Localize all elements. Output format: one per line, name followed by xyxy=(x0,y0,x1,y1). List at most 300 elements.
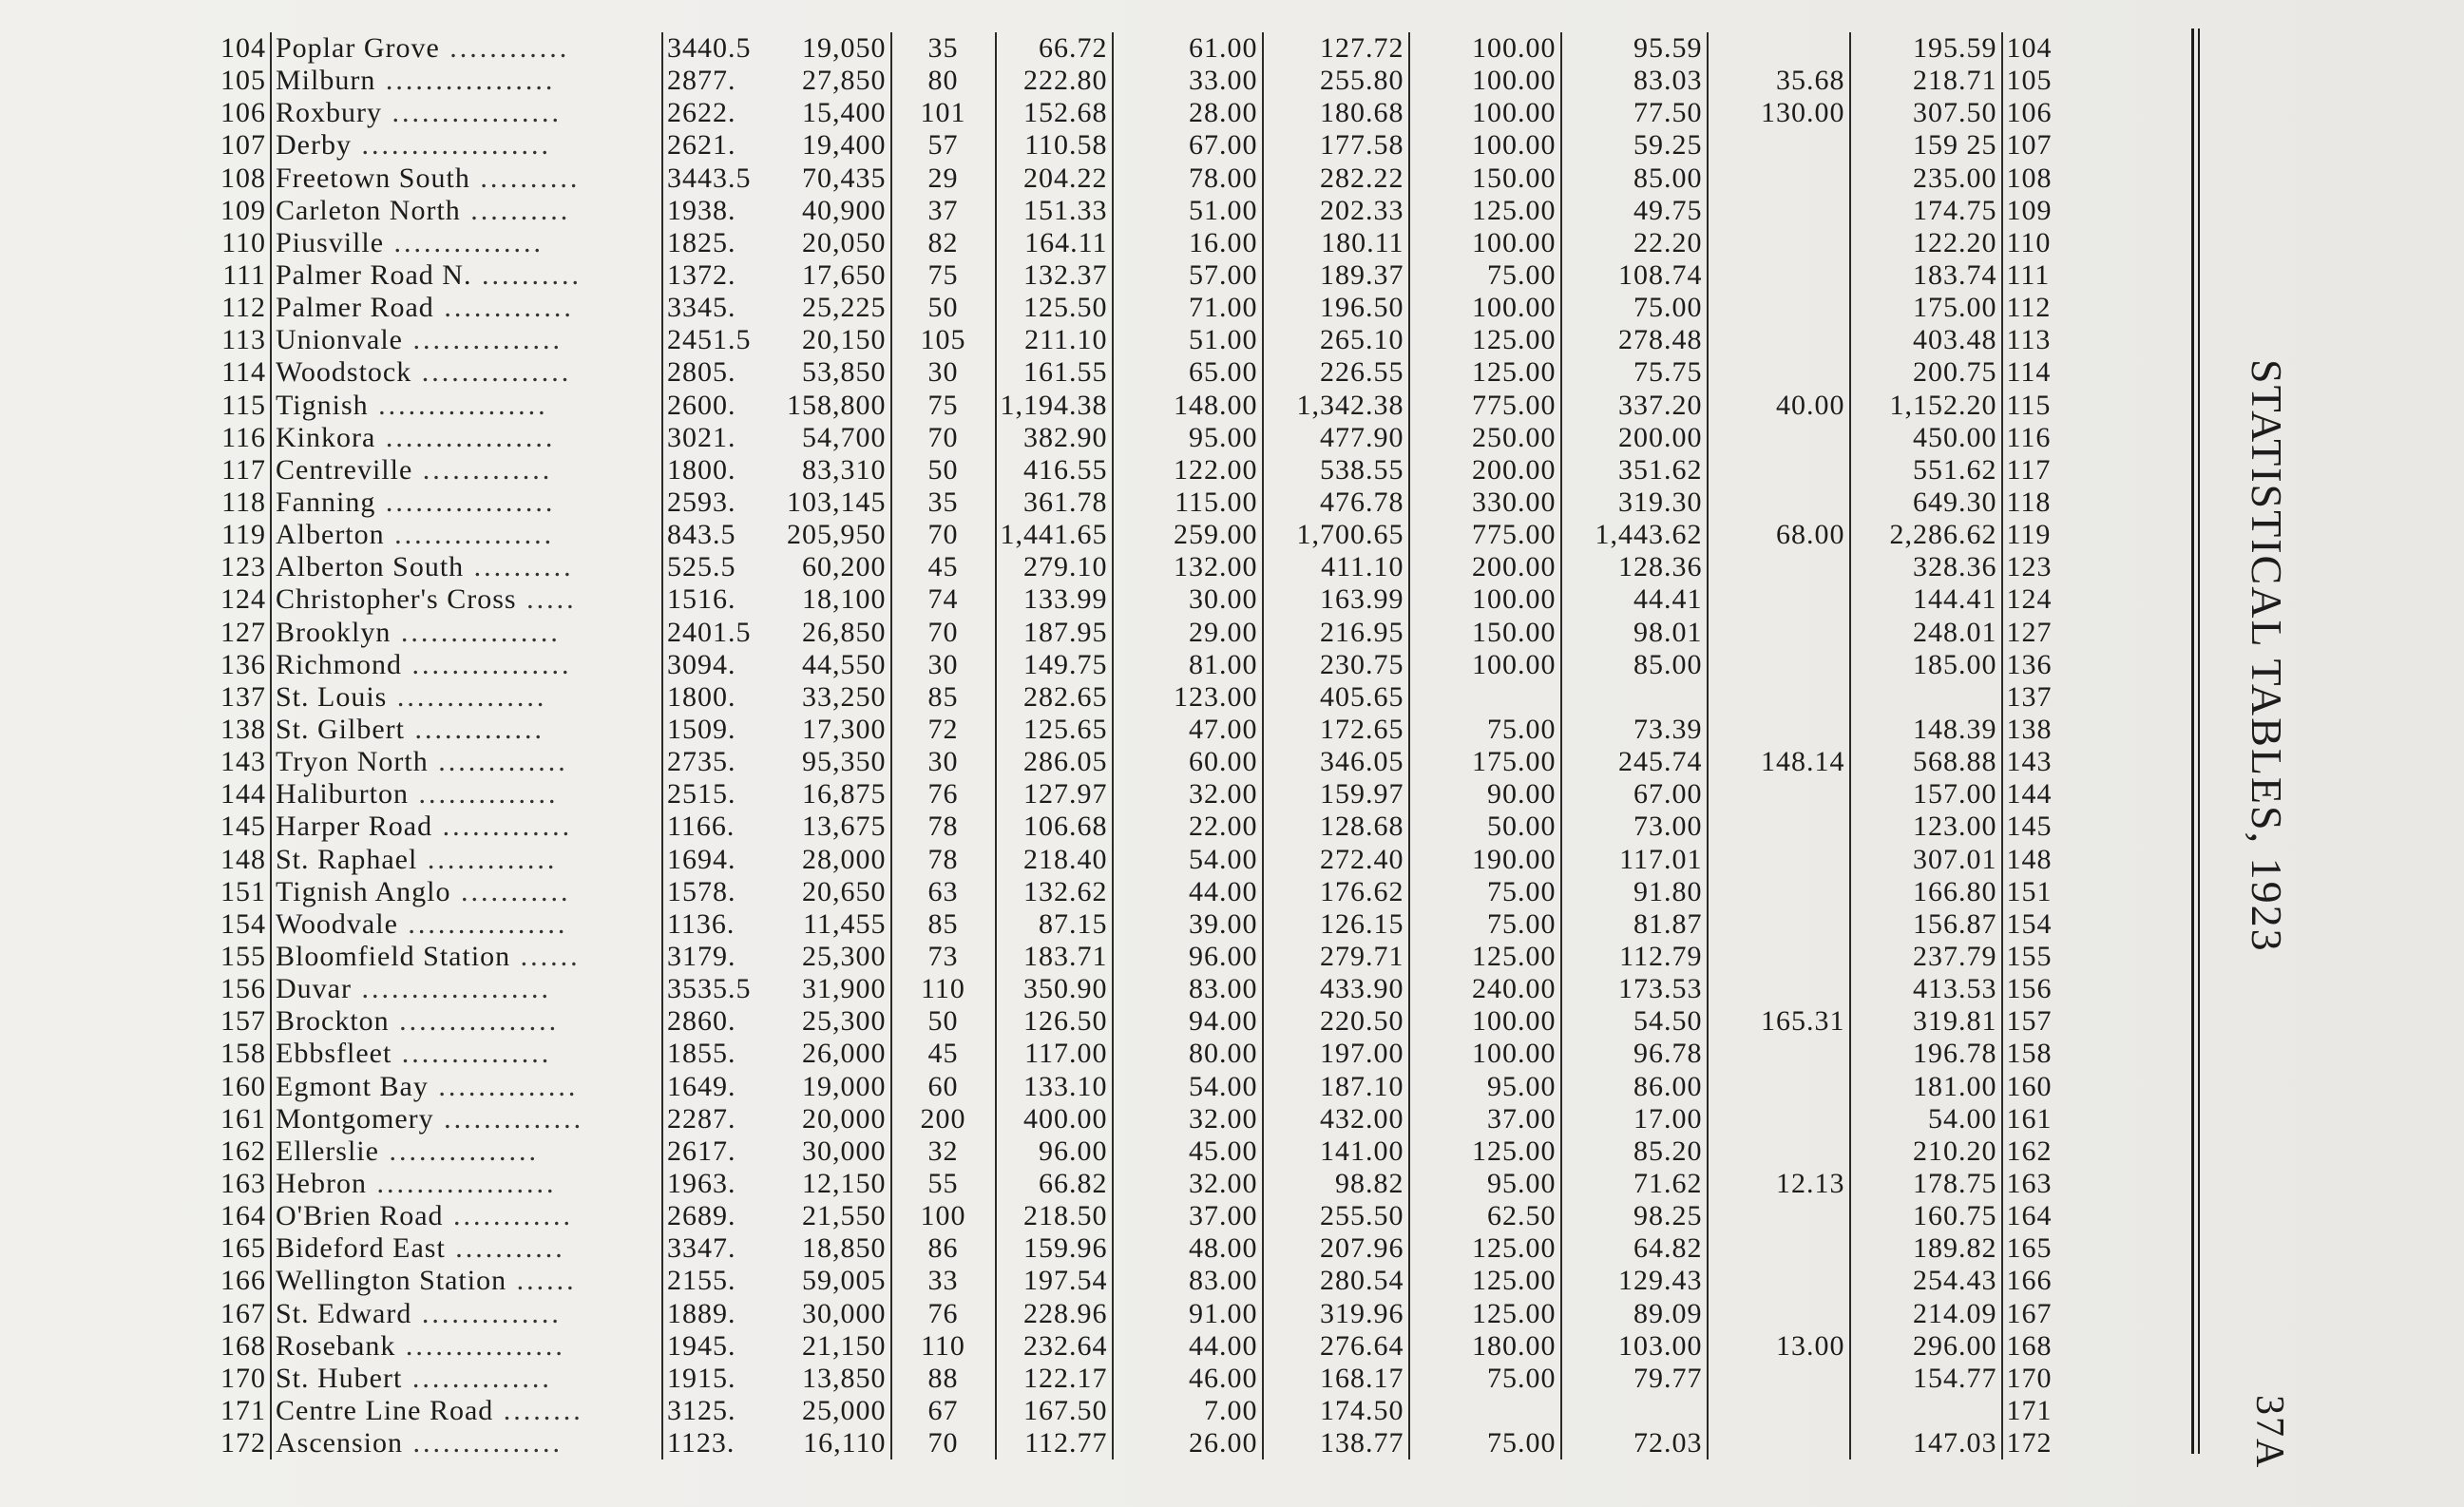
district-name-text: Kinkora xyxy=(276,421,376,453)
paid-amount: 250.00 xyxy=(1409,422,1561,454)
balance-amount: 73.00 xyxy=(1561,811,1708,843)
tax-amount: 66.82 xyxy=(996,1168,1113,1200)
area-value: 525.5 xyxy=(667,551,736,583)
district-name xyxy=(271,1200,662,1232)
paid-amount: 200.00 xyxy=(1409,551,1561,583)
tax-amount: 400.00 xyxy=(996,1103,1113,1135)
district-name-text: O'Brien Road xyxy=(276,1200,444,1232)
paid-amount: 100.00 xyxy=(1409,583,1561,616)
area-value: 3125. xyxy=(667,1394,736,1426)
balance-amount: 64.82 xyxy=(1561,1232,1708,1265)
rate-value: 85 xyxy=(891,908,996,941)
balance-amount: 1,443.62 xyxy=(1561,519,1708,551)
district-name-text: Montgomery xyxy=(276,1102,434,1135)
paid-amount: 75.00 xyxy=(1409,876,1561,908)
grant-amount: 51.00 xyxy=(1113,324,1263,356)
district-number: 143 xyxy=(220,746,266,778)
total-amount: 187.10 xyxy=(1263,1071,1409,1103)
total-amount: 163.99 xyxy=(1263,583,1409,616)
paid-amount: 100.00 xyxy=(1409,227,1561,259)
grant-amount: 115.00 xyxy=(1113,486,1263,519)
leader-dots: ............... xyxy=(402,324,563,356)
total-amount: 220.50 xyxy=(1263,1005,1409,1038)
total-amount: 405.65 xyxy=(1263,681,1409,714)
leader-dots: ................ xyxy=(384,519,555,551)
supplement-amount xyxy=(1708,129,1850,162)
rate-value: 60 xyxy=(891,1071,996,1103)
balance-amount: 17.00 xyxy=(1561,1103,1708,1135)
total-amount: 411.10 xyxy=(1263,551,1409,583)
grant-amount: 16.00 xyxy=(1113,227,1263,259)
district-number: 118 xyxy=(221,486,266,519)
paid-amount: 100.00 xyxy=(1409,292,1561,324)
tax-amount: 106.68 xyxy=(996,811,1113,843)
district-name-text: Egmont Bay xyxy=(276,1070,429,1102)
grant-amount: 95.00 xyxy=(1113,422,1263,454)
district-number-right: 114 xyxy=(2006,356,2052,389)
grand-total-amount: 156.87 xyxy=(1850,908,2002,941)
balance-amount: 75.00 xyxy=(1561,292,1708,324)
paid-amount: 100.00 xyxy=(1409,1038,1561,1070)
tax-amount: 361.78 xyxy=(996,486,1113,519)
district-number: 164 xyxy=(220,1200,266,1232)
grant-amount: 28.00 xyxy=(1113,97,1263,129)
assessment-value: 40,900 xyxy=(783,195,891,227)
assessment-value: 19,050 xyxy=(783,32,891,65)
grand-total-amount: 154.77 xyxy=(1850,1363,2002,1395)
grant-amount: 54.00 xyxy=(1113,844,1263,876)
district-name xyxy=(271,1265,662,1297)
total-amount: 280.54 xyxy=(1263,1265,1409,1297)
district-name-text: Woodvale xyxy=(276,907,398,940)
rate-value: 105 xyxy=(891,324,996,356)
grant-amount: 91.00 xyxy=(1113,1297,1263,1329)
leader-dots: ..... xyxy=(516,583,577,616)
district-number-right: 104 xyxy=(2006,32,2053,65)
district-number-right: 106 xyxy=(2006,97,2053,129)
rate-value: 88 xyxy=(891,1363,996,1395)
balance-amount: 44.41 xyxy=(1561,583,1708,616)
vertical-rule xyxy=(2191,29,2194,1454)
balance-amount: 59.25 xyxy=(1561,129,1708,162)
district-name xyxy=(271,65,662,97)
grand-total-amount: 413.53 xyxy=(1850,973,2002,1005)
district-number: 172 xyxy=(220,1427,266,1459)
table-row xyxy=(203,454,2068,486)
district-name xyxy=(271,714,662,746)
assessment-value: 21,150 xyxy=(783,1330,891,1363)
paid-amount: 75.00 xyxy=(1409,1427,1561,1459)
area-value: 3179. xyxy=(667,941,736,972)
area-value: 1578. xyxy=(667,875,736,907)
supplement-amount xyxy=(1708,649,1850,681)
leader-dots: .................. xyxy=(366,1167,557,1199)
rate-value: 78 xyxy=(891,811,996,843)
tax-amount: 152.68 xyxy=(996,97,1113,129)
assessment-value: 20,050 xyxy=(783,227,891,259)
supplement-amount xyxy=(1708,681,1850,714)
assessment-value: 17,650 xyxy=(783,259,891,292)
assessment-value: 54,700 xyxy=(783,422,891,454)
district-number: 163 xyxy=(220,1167,266,1199)
grant-amount: 7.00 xyxy=(1113,1395,1263,1427)
district-number-right: 115 xyxy=(2006,389,2052,421)
rate-value: 45 xyxy=(891,551,996,583)
area-value: 1372. xyxy=(667,259,736,292)
vertical-rule-inner xyxy=(2198,29,2200,1454)
balance-amount: 77.50 xyxy=(1561,97,1708,129)
district-name xyxy=(271,454,662,486)
district-name xyxy=(271,422,662,454)
leader-dots: ................ xyxy=(389,1005,560,1038)
leader-dots: ........ xyxy=(493,1394,583,1426)
supplement-amount xyxy=(1708,32,1850,65)
supplement-amount xyxy=(1708,1232,1850,1265)
table-row xyxy=(203,1363,2068,1395)
leader-dots: ............ xyxy=(439,32,570,65)
table-row xyxy=(203,1232,2068,1265)
leader-dots: .............. xyxy=(428,1070,579,1102)
district-number-right: 109 xyxy=(2006,194,2053,226)
rate-value: 70 xyxy=(891,1427,996,1459)
district-name xyxy=(271,129,662,162)
assessment-value: 19,400 xyxy=(783,129,891,162)
grand-total-amount: 196.78 xyxy=(1850,1038,2002,1070)
table-row xyxy=(203,973,2068,1005)
area-value: 843.5 xyxy=(667,519,736,551)
grant-amount: 83.00 xyxy=(1113,1265,1263,1297)
area-value: 3347. xyxy=(667,1232,736,1265)
table-row xyxy=(203,811,2068,843)
district-name xyxy=(271,617,662,649)
total-amount: 279.71 xyxy=(1263,941,1409,973)
grand-total-amount: 307.01 xyxy=(1850,844,2002,876)
supplement-amount xyxy=(1708,551,1850,583)
district-number: 170 xyxy=(220,1362,266,1394)
assessment-value: 205,950 xyxy=(783,519,891,551)
district-number-right: 113 xyxy=(2006,324,2052,356)
grand-total-amount: 189.82 xyxy=(1850,1232,2002,1265)
paid-amount: 90.00 xyxy=(1409,778,1561,811)
area-value: 1136. xyxy=(667,907,735,940)
tax-amount: 110.58 xyxy=(996,129,1113,162)
paid-amount: 75.00 xyxy=(1409,1363,1561,1395)
rate-value: 80 xyxy=(891,65,996,97)
district-name xyxy=(271,681,662,714)
area-value: 1825. xyxy=(667,226,736,258)
assessment-value: 25,225 xyxy=(783,292,891,324)
leader-dots: ............. xyxy=(433,292,574,324)
rate-value: 100 xyxy=(891,1200,996,1232)
rate-value: 67 xyxy=(891,1395,996,1427)
district-number-right: 136 xyxy=(2006,648,2053,680)
supplement-amount: 35.68 xyxy=(1708,65,1850,97)
leader-dots: ........... xyxy=(450,875,571,907)
grant-amount: 32.00 xyxy=(1113,1103,1263,1135)
grand-total-amount: 144.41 xyxy=(1850,583,2002,616)
district-name-text: Centreville xyxy=(276,453,413,486)
district-number-right: 148 xyxy=(2006,843,2053,875)
table-row xyxy=(203,422,2068,454)
grand-total-amount: 218.71 xyxy=(1850,65,2002,97)
balance-amount: 73.39 xyxy=(1561,714,1708,746)
table-row xyxy=(203,519,2068,551)
table-row xyxy=(203,583,2068,616)
grant-amount: 259.00 xyxy=(1113,519,1263,551)
leader-dots: ................ xyxy=(402,648,572,680)
district-number-right: 107 xyxy=(2006,129,2053,162)
district-number-right: 165 xyxy=(2006,1232,2053,1265)
grant-amount: 61.00 xyxy=(1113,32,1263,65)
paid-amount: 775.00 xyxy=(1409,519,1561,551)
area-value: 3440.5 xyxy=(667,32,752,65)
supplement-amount: 165.31 xyxy=(1708,1005,1850,1038)
tax-amount: 132.62 xyxy=(996,876,1113,908)
area-value: 2805. xyxy=(667,356,736,389)
district-number-right: 127 xyxy=(2006,616,2053,648)
leader-dots: ............... xyxy=(384,226,544,258)
area-value: 1694. xyxy=(667,843,736,875)
total-amount: 1,342.38 xyxy=(1263,390,1409,422)
leader-dots: ............... xyxy=(387,680,547,713)
district-number-right: 118 xyxy=(2006,486,2052,519)
balance-amount: 245.74 xyxy=(1561,746,1708,778)
district-name xyxy=(271,844,662,876)
paid-amount: 50.00 xyxy=(1409,811,1561,843)
total-amount: 197.00 xyxy=(1263,1038,1409,1070)
assessment-value: 26,000 xyxy=(783,1038,891,1070)
table-row xyxy=(203,195,2068,227)
rate-value: 85 xyxy=(891,681,996,714)
tax-amount: 164.11 xyxy=(996,227,1113,259)
district-name xyxy=(271,162,662,195)
district-number-right: 156 xyxy=(2006,973,2053,1005)
district-number: 144 xyxy=(220,778,266,811)
district-name-text: St. Gilbert xyxy=(276,714,405,746)
district-number-right: 161 xyxy=(2006,1102,2053,1135)
district-name xyxy=(271,778,662,811)
paid-amount: 125.00 xyxy=(1409,324,1561,356)
tax-amount: 133.10 xyxy=(996,1071,1113,1103)
area-value: 2401.5 xyxy=(667,616,752,648)
leader-dots: ............... xyxy=(378,1135,539,1167)
assessment-value: 59,005 xyxy=(783,1265,891,1297)
total-amount: 255.50 xyxy=(1263,1200,1409,1232)
supplement-amount xyxy=(1708,1363,1850,1395)
district-name xyxy=(271,908,662,941)
supplement-amount xyxy=(1708,811,1850,843)
district-name xyxy=(271,97,662,129)
paid-amount: 125.00 xyxy=(1409,1265,1561,1297)
district-name-text: Wellington Station xyxy=(276,1265,507,1297)
table-row xyxy=(203,32,2068,65)
district-number-right: 151 xyxy=(2006,875,2053,907)
supplement-amount: 148.14 xyxy=(1708,746,1850,778)
district-number: 114 xyxy=(221,356,266,389)
paid-amount: 100.00 xyxy=(1409,65,1561,97)
grant-amount: 80.00 xyxy=(1113,1038,1263,1070)
area-value: 1516. xyxy=(667,583,736,616)
rate-value: 76 xyxy=(891,1297,996,1329)
balance-amount: 129.43 xyxy=(1561,1265,1708,1297)
leader-dots: ................. xyxy=(375,486,556,519)
balance-amount xyxy=(1561,681,1708,714)
assessment-value: 25,300 xyxy=(783,941,891,973)
leader-dots: .......... xyxy=(464,551,574,583)
balance-amount: 75.75 xyxy=(1561,356,1708,389)
balance-amount: 54.50 xyxy=(1561,1005,1708,1038)
balance-amount: 49.75 xyxy=(1561,195,1708,227)
supplement-amount xyxy=(1708,292,1850,324)
total-amount: 272.40 xyxy=(1263,844,1409,876)
district-name xyxy=(271,356,662,389)
assessment-value: 60,200 xyxy=(783,551,891,583)
table-row xyxy=(203,324,2068,356)
leader-dots: ................... xyxy=(351,973,551,1005)
supplement-amount xyxy=(1708,1071,1850,1103)
rate-value: 50 xyxy=(891,1005,996,1038)
paid-amount: 75.00 xyxy=(1409,908,1561,941)
grand-total-amount: 178.75 xyxy=(1850,1168,2002,1200)
table-row xyxy=(203,617,2068,649)
supplement-amount: 130.00 xyxy=(1708,97,1850,129)
district-number: 110 xyxy=(221,226,266,258)
rate-value: 30 xyxy=(891,649,996,681)
total-amount: 180.11 xyxy=(1263,227,1409,259)
district-number: 171 xyxy=(220,1394,266,1426)
paid-amount: 240.00 xyxy=(1409,973,1561,1005)
balance-amount: 278.48 xyxy=(1561,324,1708,356)
tax-amount: 222.80 xyxy=(996,65,1113,97)
balance-amount: 351.62 xyxy=(1561,454,1708,486)
assessment-value: 13,850 xyxy=(783,1363,891,1395)
district-number: 105 xyxy=(220,65,266,97)
leader-dots: ............ xyxy=(443,1200,574,1232)
area-value: 1915. xyxy=(667,1362,736,1394)
area-value: 1509. xyxy=(667,714,736,746)
district-number: 154 xyxy=(220,907,266,940)
paid-amount: 775.00 xyxy=(1409,390,1561,422)
rate-value: 72 xyxy=(891,714,996,746)
district-name-text: Woodstock xyxy=(276,356,412,389)
table-row xyxy=(203,259,2068,292)
total-amount: 141.00 xyxy=(1263,1135,1409,1168)
paid-amount: 75.00 xyxy=(1409,714,1561,746)
district-number: 117 xyxy=(221,453,266,486)
rate-value: 73 xyxy=(891,941,996,973)
rate-value: 70 xyxy=(891,519,996,551)
grant-amount: 29.00 xyxy=(1113,617,1263,649)
district-name xyxy=(271,32,662,65)
grand-total-amount: 2,286.62 xyxy=(1850,519,2002,551)
grant-amount: 47.00 xyxy=(1113,714,1263,746)
assessment-value: 31,900 xyxy=(783,973,891,1005)
district-name xyxy=(271,486,662,519)
grant-amount: 57.00 xyxy=(1113,259,1263,292)
leader-dots: ...... xyxy=(506,1265,577,1297)
leader-dots: ................ xyxy=(391,616,561,648)
district-name-text: Rosebank xyxy=(276,1329,396,1362)
paid-amount: 125.00 xyxy=(1409,1297,1561,1329)
assessment-value: 18,100 xyxy=(783,583,891,616)
rate-value: 35 xyxy=(891,486,996,519)
rate-value: 74 xyxy=(891,583,996,616)
grant-amount: 33.00 xyxy=(1113,65,1263,97)
district-number-right: 171 xyxy=(2006,1394,2053,1426)
rate-value: 35 xyxy=(891,32,996,65)
paid-amount: 180.00 xyxy=(1409,1330,1561,1363)
district-name-text: Tryon North xyxy=(276,746,429,778)
tax-amount: 416.55 xyxy=(996,454,1113,486)
assessment-value: 53,850 xyxy=(783,356,891,389)
balance-amount: 112.79 xyxy=(1561,941,1708,973)
district-number: 137 xyxy=(220,680,266,713)
paid-amount: 125.00 xyxy=(1409,1135,1561,1168)
tax-amount: 1,441.65 xyxy=(996,519,1113,551)
total-amount: 189.37 xyxy=(1263,259,1409,292)
grand-total-amount: 174.75 xyxy=(1850,195,2002,227)
table-row xyxy=(203,941,2068,973)
leader-dots: .............. xyxy=(411,1297,562,1329)
total-amount: 476.78 xyxy=(1263,486,1409,519)
district-name xyxy=(271,1038,662,1070)
grand-total-amount xyxy=(1850,1395,2002,1427)
district-number-right: 119 xyxy=(2006,519,2052,551)
grand-total-amount: 1,152.20 xyxy=(1850,390,2002,422)
grand-total-amount: 214.09 xyxy=(1850,1297,2002,1329)
balance-amount: 83.03 xyxy=(1561,65,1708,97)
balance-amount: 85.00 xyxy=(1561,162,1708,195)
grand-total-amount: 200.75 xyxy=(1850,356,2002,389)
district-name-text: Freetown South xyxy=(276,162,470,194)
district-name-text: St. Edward xyxy=(276,1297,412,1329)
district-number: 104 xyxy=(220,32,266,65)
paid-amount: 100.00 xyxy=(1409,97,1561,129)
grand-total-amount: 568.88 xyxy=(1850,746,2002,778)
balance-amount: 79.77 xyxy=(1561,1363,1708,1395)
rate-value: 50 xyxy=(891,292,996,324)
grand-total-amount: 210.20 xyxy=(1850,1135,2002,1168)
leader-dots: .......... xyxy=(471,259,582,292)
table-row xyxy=(203,746,2068,778)
leader-dots: .............. xyxy=(433,1102,584,1135)
tax-amount: 122.17 xyxy=(996,1363,1113,1395)
district-number: 158 xyxy=(220,1038,266,1070)
grand-total-amount xyxy=(1850,681,2002,714)
leader-dots: ............. xyxy=(405,714,544,746)
total-amount: 174.50 xyxy=(1263,1395,1409,1427)
balance-amount: 81.87 xyxy=(1561,908,1708,941)
district-number: 119 xyxy=(221,519,266,551)
district-number-right: 110 xyxy=(2006,226,2052,258)
grand-total-amount: 319.81 xyxy=(1850,1005,2002,1038)
rate-value: 101 xyxy=(891,97,996,129)
supplement-amount xyxy=(1708,714,1850,746)
district-number: 112 xyxy=(221,292,266,324)
tax-amount: 161.55 xyxy=(996,356,1113,389)
district-number-right: 157 xyxy=(2006,1005,2053,1038)
district-name xyxy=(271,649,662,681)
district-number-right: 163 xyxy=(2006,1167,2053,1199)
district-number: 166 xyxy=(220,1265,266,1297)
area-value: 3094. xyxy=(667,648,736,680)
tax-amount: 286.05 xyxy=(996,746,1113,778)
district-number: 116 xyxy=(221,421,266,453)
area-value: 1938. xyxy=(667,194,736,226)
district-name xyxy=(271,1297,662,1329)
district-name-text: Bloomfield Station xyxy=(276,941,511,972)
district-number: 148 xyxy=(220,843,266,875)
